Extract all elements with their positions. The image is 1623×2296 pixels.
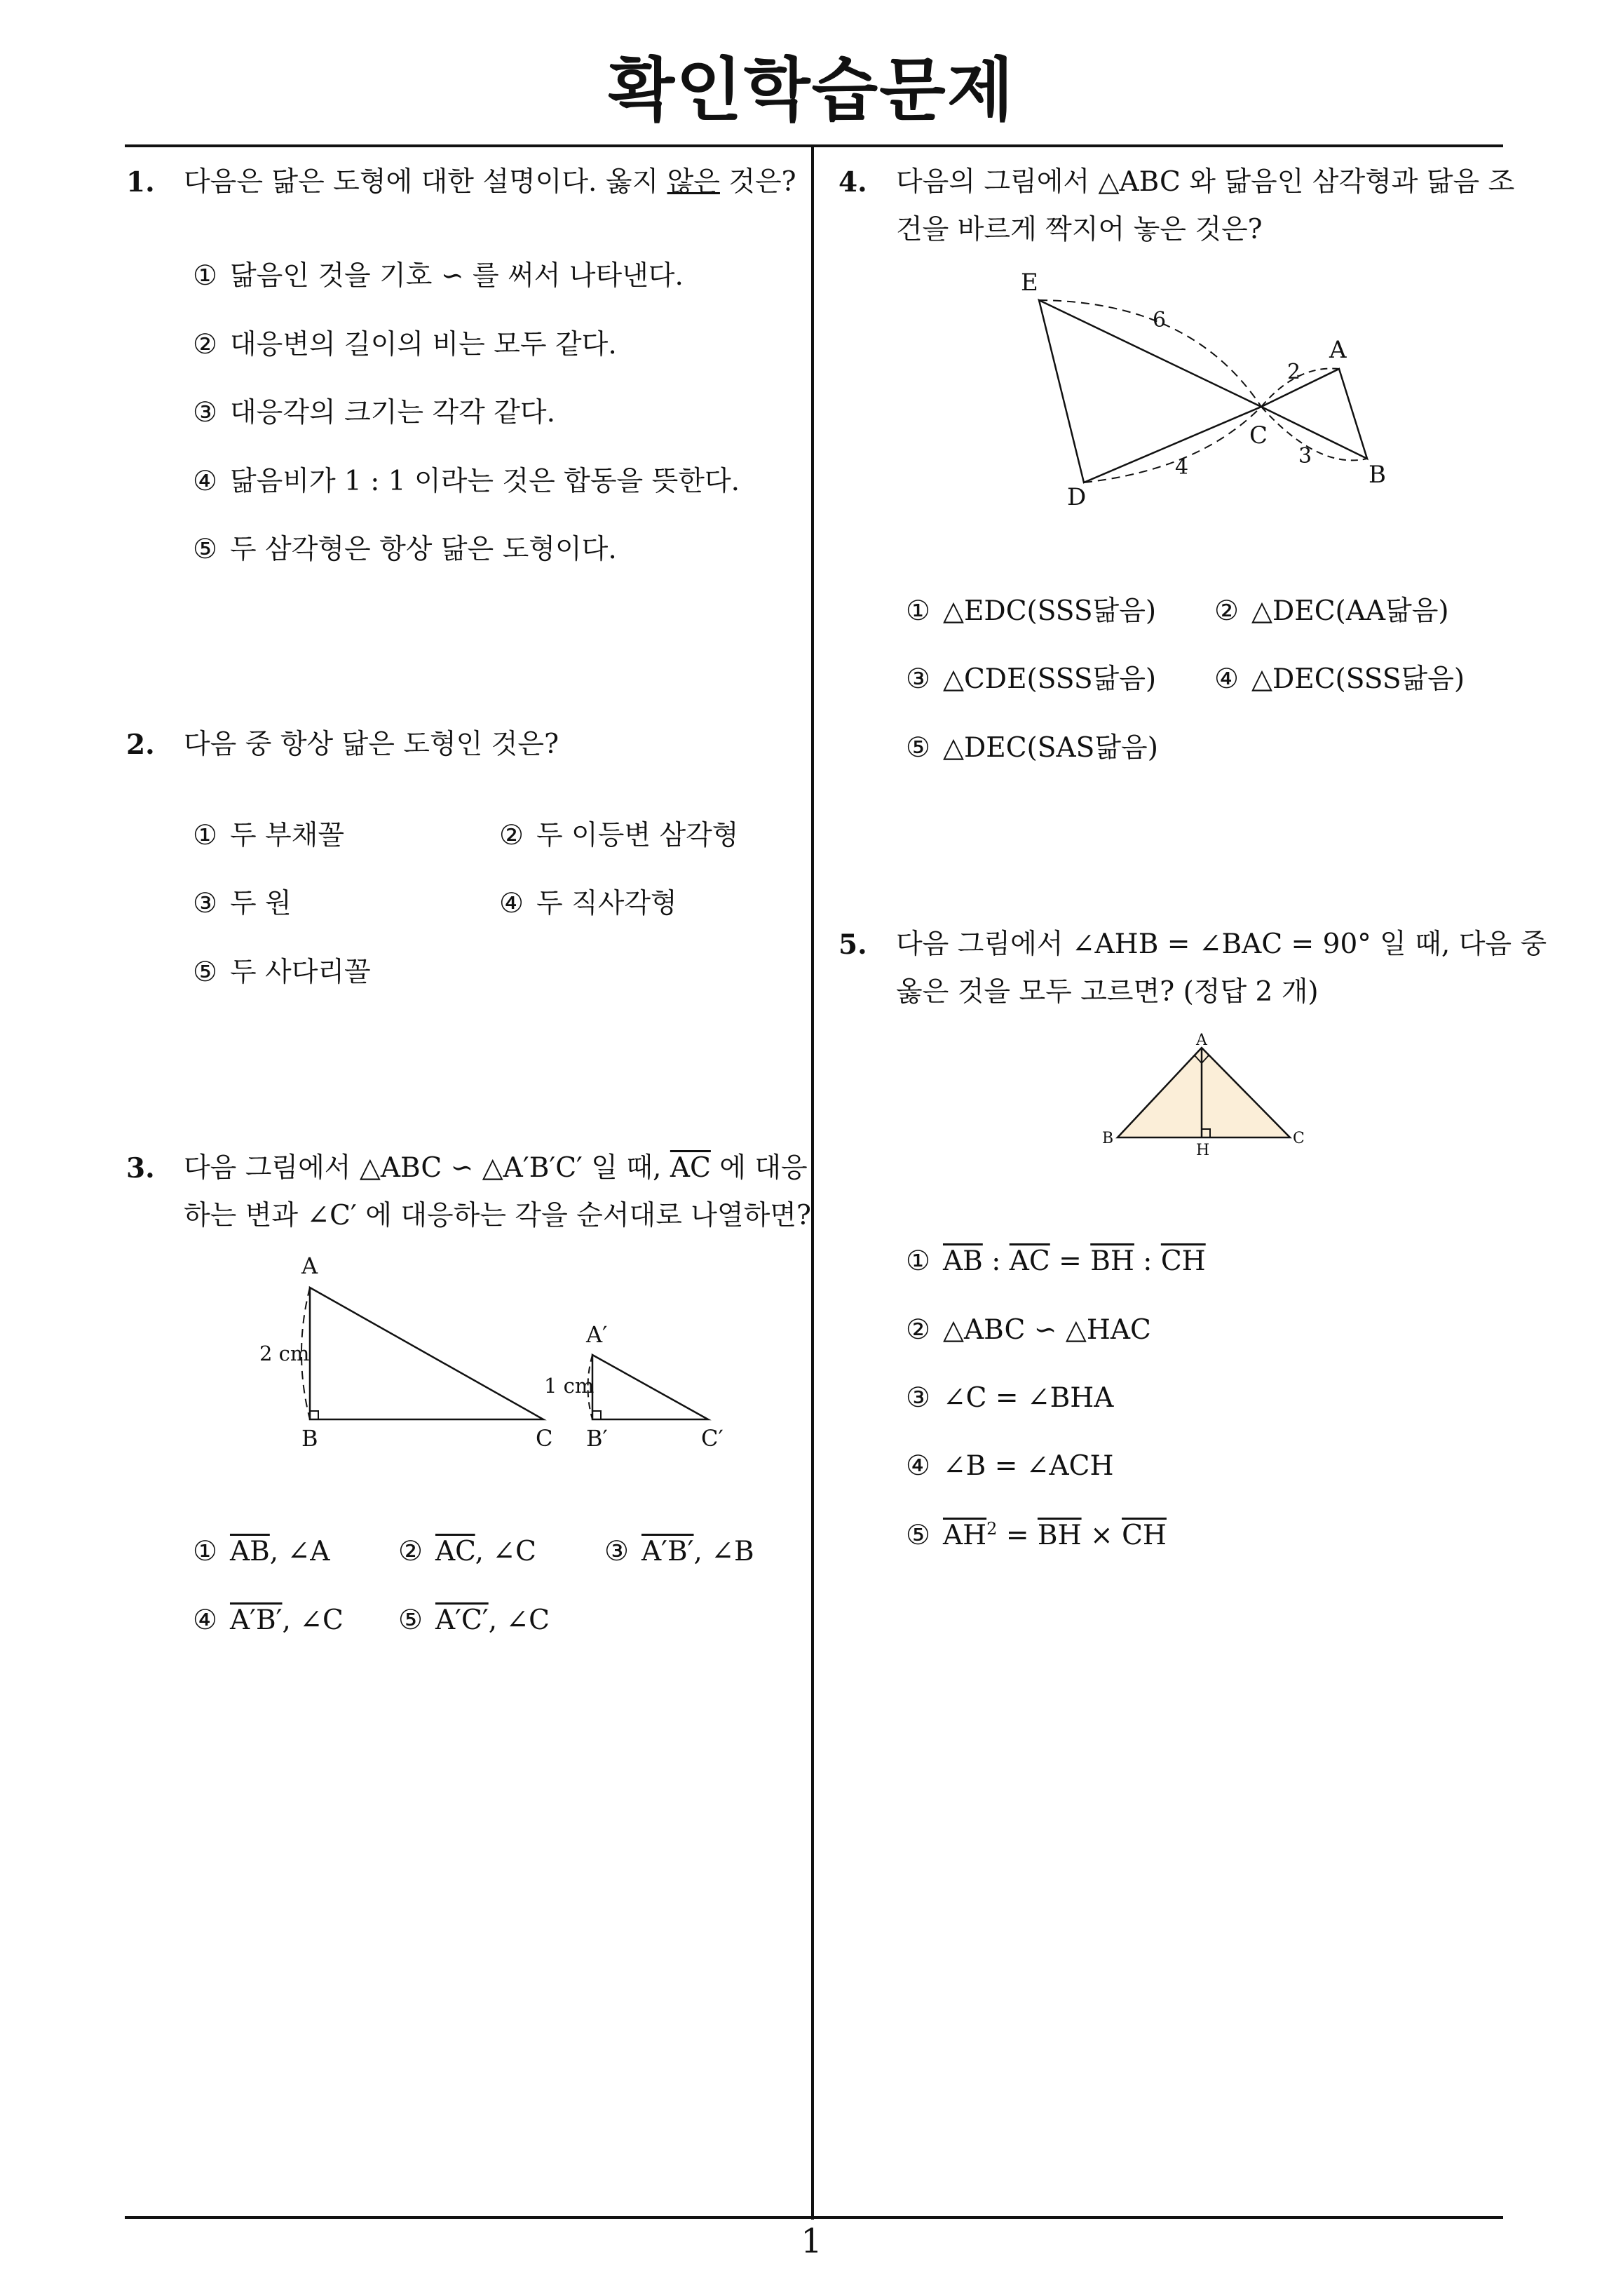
choice-5[interactable]: ⑤ $\overline{AH}^2 = \overline{BH} \times \overline{CH}$ [906, 1519, 1167, 1551]
label-b: B [1369, 461, 1386, 489]
similar-triangles-figure [238, 1248, 743, 1473]
label-c2: C′ [701, 1425, 724, 1452]
choice-1[interactable]: ① △EDC(SSS닮음) [906, 595, 1157, 627]
label-length-4: 4 [1175, 455, 1189, 480]
right-angle-mark-b [310, 1411, 318, 1419]
triangle-a2b2c2 [592, 1355, 708, 1419]
label-b: B [301, 1425, 318, 1452]
question-text-line2: 하는 변과 ∠C′ 에 대응하는 각을 순서대로 나열하면? [184, 1200, 811, 1231]
right-triangle-altitude-figure [1094, 1031, 1318, 1164]
choice-3[interactable]: ③ 대응각의 크기는 각각 같다. [193, 397, 555, 428]
choice-4[interactable]: ④ 두 직사각형 [499, 888, 677, 919]
choice-3[interactable]: ③ ∠C = ∠BHA [906, 1382, 1114, 1414]
choice-2[interactable]: ② $\overline{AC}$, ∠C [398, 1536, 536, 1567]
choice-4[interactable]: ④ 닮음비가 1 : 1 이라는 것은 합동을 뜻한다. [193, 466, 740, 497]
choice-3[interactable]: ③ A′B′, ∠B [604, 1536, 754, 1567]
top-rule [125, 144, 1503, 147]
choice-4[interactable]: ④ ∠B = ∠ACH [906, 1450, 1114, 1482]
label-a: A [1329, 336, 1347, 364]
question-number: 2. [126, 729, 155, 761]
label-c: C [536, 1425, 553, 1452]
question-text-line2: 옳은 것을 모두 고르면? (정답 2 개) [896, 976, 1319, 1008]
choice-2[interactable]: ② △DEC(AA닮음) [1214, 595, 1449, 627]
triangle-abc [310, 1288, 543, 1419]
label-length-3: 3 [1298, 444, 1312, 468]
label-length-6: 6 [1153, 308, 1167, 332]
choice-2[interactable]: ② △ABC ∽ △HAC [906, 1314, 1151, 1346]
question-text: 다음은 닮은 도형에 대한 설명이다. 옳지 않은 것은? [184, 166, 796, 198]
question-number: 1. [126, 166, 155, 198]
question-number: 5. [838, 928, 867, 961]
choice-5[interactable]: ⑤ 두 삼각형은 항상 닮은 도형이다. [193, 534, 617, 565]
choice-4[interactable]: ④ A′B′, ∠C [193, 1605, 344, 1636]
label-a2: A′ [586, 1321, 608, 1348]
label-length-2: 2 [1287, 360, 1301, 384]
question-text: 다음 그림에서 ∠AHB = ∠BAC = 90° 일 때, 다음 중 [896, 928, 1547, 960]
label-length-1cm: 1 cm [544, 1374, 595, 1398]
choice-1[interactable]: ① $\overline{AB}$, ∠A [193, 1536, 330, 1567]
question-number: 3. [126, 1152, 155, 1184]
question-text: 다음의 그림에서 △ABC 와 닮음인 삼각형과 닮음 조 [896, 166, 1515, 198]
label-d: D [1067, 483, 1087, 511]
question-text-line2: 건을 바르게 짝지어 놓은 것은? [896, 214, 1263, 245]
choice-5[interactable]: ⑤ A′C′, ∠C [398, 1605, 550, 1636]
label-e: E [1021, 269, 1038, 297]
question-text: 다음 그림에서 △ABC ∽ △A′B′C′ 일 때, $\overline{AC}$ 에 대응 [184, 1152, 808, 1184]
label-a: A [301, 1252, 318, 1279]
question-number: 4. [838, 166, 867, 198]
label-b2: B′ [586, 1425, 608, 1452]
bottom-rule [125, 2216, 1503, 2219]
choice-5[interactable]: ⑤ △DEC(SAS닮음) [906, 732, 1158, 764]
page-title: 확인학습문제 [608, 50, 1015, 130]
page-number: 1 [801, 2222, 822, 2261]
triangle-ecd [1039, 300, 1261, 482]
label-h: H [1196, 1142, 1210, 1159]
choice-2[interactable]: ② 두 이등변 삼각형 [499, 820, 739, 851]
choice-1[interactable]: ① $\overline{AB}$ : $\overline{AC} = \overline{BH}$ : $\overline{CH}$ [906, 1245, 1206, 1277]
question-text: 다음 중 항상 닮은 도형인 것은? [184, 729, 559, 760]
choice-2[interactable]: ② 대응변의 길이의 비는 모두 같다. [193, 329, 617, 360]
label-a: A [1196, 1032, 1207, 1049]
label-c: C [1249, 421, 1268, 450]
right-angle-mark-b2 [592, 1411, 601, 1419]
choice-1[interactable]: ① 두 부채꼴 [193, 820, 345, 851]
choice-5[interactable]: ⑤ 두 사다리꼴 [193, 957, 371, 988]
label-length-2cm: 2 cm [259, 1342, 310, 1365]
column-divider [811, 147, 814, 2220]
choice-4[interactable]: ④ △DEC(SSS닮음) [1214, 663, 1465, 695]
choice-3[interactable]: ③ 두 원 [193, 888, 292, 919]
bowtie-triangles-figure [996, 259, 1430, 512]
label-c: C [1293, 1130, 1305, 1147]
label-b: B [1102, 1130, 1114, 1147]
choice-3[interactable]: ③ △CDE(SSS닮음) [906, 663, 1157, 695]
choice-1[interactable]: ① 닮음인 것을 기호 ∽ 를 써서 나타낸다. [193, 260, 684, 292]
triangle-cab [1261, 369, 1367, 459]
